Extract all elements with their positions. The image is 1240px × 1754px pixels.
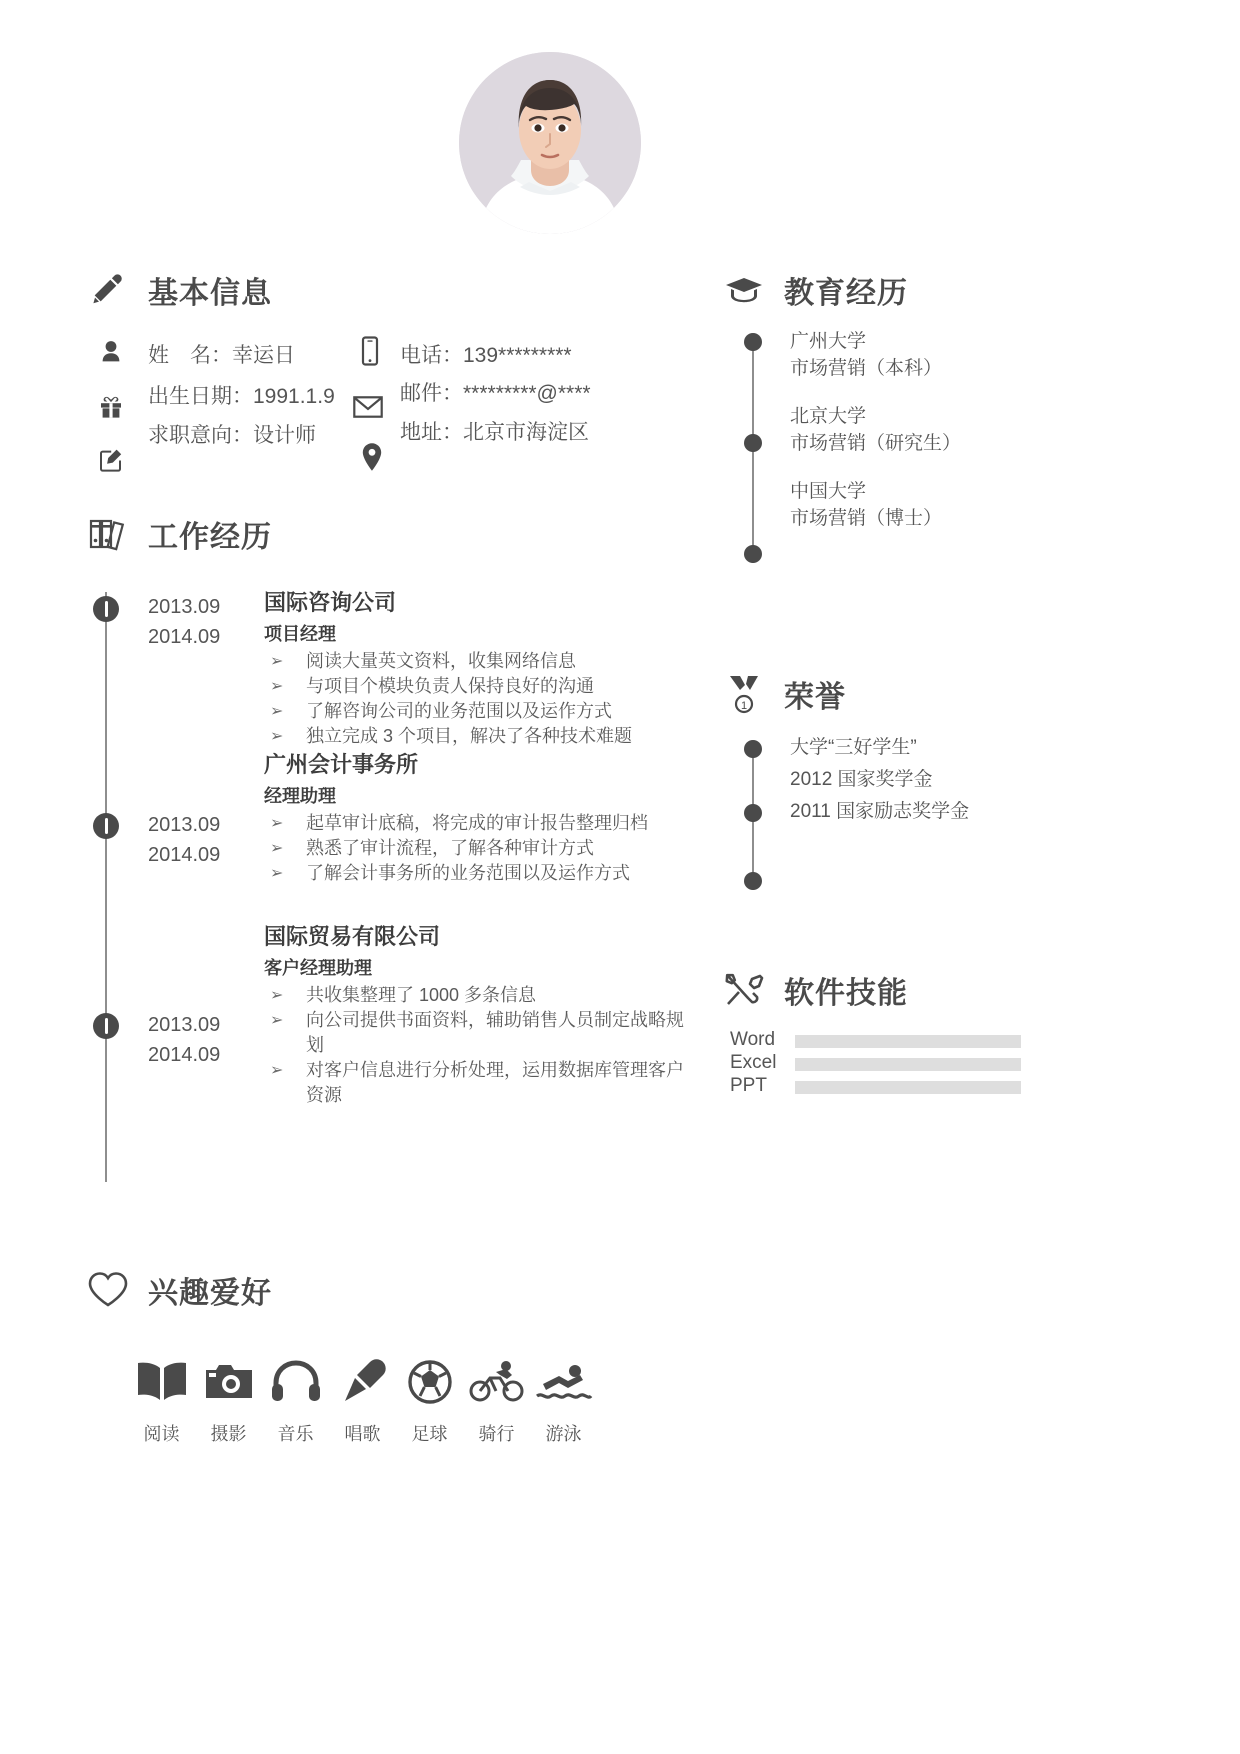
skill-progress-track	[795, 1081, 1021, 1094]
work-bullet-text: 对客户信息进行分析处理，运用数据库管理客户资源	[306, 1060, 684, 1105]
avatar	[459, 52, 641, 234]
microphone-icon	[329, 1348, 396, 1404]
camera-icon	[195, 1348, 262, 1404]
work-date-range	[148, 810, 220, 870]
skill-list	[730, 1030, 1030, 1099]
section-header-basic-info	[86, 268, 272, 312]
basic-info-email: 邮件：*********@****	[400, 382, 591, 405]
pen-icon	[86, 268, 130, 312]
phone-icon	[355, 336, 385, 366]
arrow-bullet-icon: ➢	[270, 987, 284, 1004]
arrow-bullet-icon: ➢	[270, 1012, 284, 1029]
hobby-label: 唱歌	[344, 1424, 381, 1444]
section-title: 软件技能	[784, 977, 908, 1010]
basic-info-address: 地址：北京市海淀区	[400, 421, 589, 444]
clock-needle-icon	[105, 1018, 108, 1034]
work-bullet-text: 向公司提供书面资料，辅助销售人员制定战略规划	[306, 1010, 684, 1055]
work-bullet-text: 共收集整理了 1000 多条信息	[306, 985, 537, 1005]
work-bullet	[264, 699, 684, 724]
skill-row	[730, 1030, 1030, 1053]
honors-timeline-dot	[744, 740, 762, 758]
work-bullet-text: 阅读大量英文资料，收集网络信息	[306, 651, 576, 671]
work-timeline-dot	[93, 813, 119, 839]
education-school: 广州大学	[790, 331, 867, 352]
headphones-icon	[262, 1348, 329, 1404]
clock-needle-icon	[105, 601, 108, 617]
work-bullet-text: 与项目个模块负责人保持良好的沟通	[306, 676, 594, 696]
hobby-item	[262, 1348, 329, 1446]
hobby-label: 足球	[411, 1424, 448, 1444]
skill-name: Excel	[730, 1052, 777, 1073]
work-date-end: 2014.09	[148, 844, 221, 866]
arrow-bullet-icon: ➢	[270, 728, 284, 745]
work-bullet	[264, 1058, 684, 1108]
basic-info-name: 姓 名：幸运日	[148, 344, 295, 367]
skill-progress-track	[795, 1035, 1021, 1048]
person-icon	[96, 337, 126, 367]
education-entry	[790, 328, 942, 382]
work-entry	[264, 922, 684, 1108]
hobby-label: 游泳	[545, 1424, 582, 1444]
education-entry	[790, 478, 942, 532]
graduation-cap-icon	[722, 268, 766, 312]
basic-info-birthday: 出生日期：1991.1.9	[148, 385, 335, 408]
swimming-icon	[530, 1348, 597, 1404]
education-major: 市场营销（本科）	[790, 358, 943, 379]
hobby-item	[463, 1348, 530, 1446]
work-bullet	[264, 836, 684, 861]
hobby-label: 音乐	[277, 1424, 314, 1444]
tools-icon	[722, 968, 766, 1012]
honor-item: 2012 国家奖学金	[790, 769, 933, 790]
work-date-start: 2013.09	[148, 814, 221, 836]
work-bullet-text: 起草审计底稿，将完成的审计报告整理归档	[306, 813, 648, 833]
hobby-label: 骑行	[478, 1424, 515, 1444]
work-bullet-list	[264, 811, 684, 886]
work-entry	[264, 588, 684, 749]
work-bullet	[264, 861, 684, 886]
skill-name: Word	[730, 1029, 776, 1050]
work-role: 客户经理助理	[264, 958, 372, 978]
work-role: 项目经理	[264, 624, 336, 644]
education-timeline-dot	[744, 333, 762, 351]
hobby-item	[329, 1348, 396, 1446]
arrow-bullet-icon: ➢	[270, 653, 284, 670]
work-date-start: 2013.09	[148, 1014, 221, 1036]
section-title: 工作经历	[148, 521, 272, 554]
work-bullet	[264, 649, 684, 674]
work-date-end: 2014.09	[148, 626, 221, 648]
education-school: 中国大学	[790, 481, 867, 502]
gift-icon	[96, 392, 126, 422]
section-header-hobbies	[86, 1268, 272, 1312]
heart-icon	[86, 1268, 130, 1312]
arrow-bullet-icon: ➢	[270, 865, 284, 882]
hobby-item	[396, 1348, 463, 1446]
education-school: 北京大学	[790, 406, 867, 427]
work-date-range	[148, 592, 220, 652]
section-title: 荣誉	[784, 681, 846, 714]
education-entry	[790, 403, 961, 457]
honors-timeline-dot	[744, 804, 762, 822]
work-company: 国际贸易有限公司	[264, 924, 441, 949]
work-date-range	[148, 1010, 220, 1070]
hobby-item	[530, 1348, 597, 1446]
section-title: 教育经历	[784, 277, 908, 310]
honors-timeline-dot	[744, 872, 762, 890]
education-timeline-dot	[744, 434, 762, 452]
binders-icon	[86, 512, 130, 556]
portrait-illustration	[459, 52, 641, 234]
arrow-bullet-icon: ➢	[270, 840, 284, 857]
arrow-bullet-icon: ➢	[270, 815, 284, 832]
hobby-list	[128, 1348, 597, 1446]
work-bullet-text: 独立完成 3 个项目，解决了各种技术难题	[306, 726, 633, 746]
work-bullet	[264, 1008, 684, 1058]
location-icon	[357, 442, 387, 472]
work-timeline-rail	[105, 592, 107, 1182]
skill-row	[730, 1053, 1030, 1076]
cycling-icon	[463, 1348, 530, 1404]
basic-info-phone: 电话：139*********	[400, 344, 572, 367]
arrow-bullet-icon: ➢	[270, 678, 284, 695]
section-header-skills	[722, 968, 908, 1012]
work-company: 国际咨询公司	[264, 590, 397, 615]
clock-needle-icon	[105, 818, 108, 834]
medal-icon	[722, 672, 766, 716]
work-bullet-text: 了解咨询公司的业务范围以及运作方式	[306, 701, 612, 721]
work-bullet-list	[264, 983, 684, 1108]
hobby-item	[128, 1348, 195, 1446]
hobby-label: 摄影	[210, 1424, 247, 1444]
work-company: 广州会计事务所	[264, 752, 419, 777]
work-bullet-list	[264, 649, 684, 749]
education-major: 市场营销（博士）	[790, 508, 943, 529]
mail-icon	[353, 392, 383, 422]
section-header-work-experience	[86, 512, 272, 556]
work-timeline-dot	[93, 1013, 119, 1039]
soccer-ball-icon	[396, 1348, 463, 1404]
skill-row	[730, 1076, 1030, 1099]
education-major: 市场营销（研究生）	[790, 433, 962, 454]
arrow-bullet-icon: ➢	[270, 1062, 284, 1079]
arrow-bullet-icon: ➢	[270, 703, 284, 720]
education-timeline-dot	[744, 545, 762, 563]
section-header-education	[722, 268, 908, 312]
edit-icon	[96, 445, 126, 475]
section-title: 基本信息	[148, 277, 272, 310]
work-date-end: 2014.09	[148, 1044, 221, 1066]
work-bullet	[264, 724, 684, 749]
hobby-item	[195, 1348, 262, 1446]
svg-text:1: 1	[740, 700, 748, 712]
work-entry	[264, 750, 684, 886]
honor-item: 2011 国家励志奖学金	[790, 801, 970, 822]
work-bullet-text: 了解会计事务所的业务范围以及运作方式	[306, 863, 630, 883]
work-timeline-dot	[93, 596, 119, 622]
basic-info-objective: 求职意向：设计师	[148, 424, 316, 447]
work-bullet-text: 熟悉了审计流程，了解各种审计方式	[306, 838, 594, 858]
hobby-label: 阅读	[143, 1424, 180, 1444]
section-header-honors	[722, 672, 846, 716]
section-title: 兴趣爱好	[148, 1277, 272, 1310]
honor-item: 大学“三好学生”	[790, 737, 917, 758]
work-bullet	[264, 674, 684, 699]
work-date-start: 2013.09	[148, 596, 221, 618]
book-icon	[128, 1348, 195, 1404]
work-bullet	[264, 811, 684, 836]
skill-name: PPT	[730, 1075, 767, 1096]
skill-progress-track	[795, 1058, 1021, 1071]
work-role: 经理助理	[264, 786, 336, 806]
work-bullet	[264, 983, 684, 1008]
